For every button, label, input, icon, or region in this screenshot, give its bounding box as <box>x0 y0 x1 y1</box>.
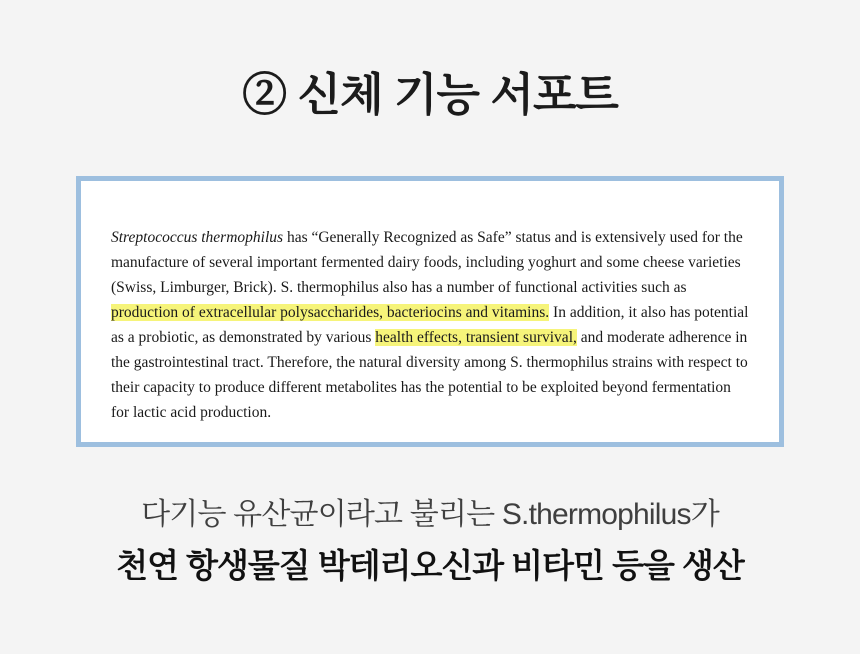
highlighted-phrase-2: health effects, transient survival, <box>375 328 577 346</box>
page-title: ② 신체 기능 서포트 <box>242 69 618 120</box>
subtitle-line-2: 천연 항생물질 박테리오신과 비타민 등을 생산 <box>116 547 744 584</box>
quote-paragraph <box>111 225 749 426</box>
species-name: Streptococcus thermophilus <box>111 228 284 246</box>
subtitle-line-1: 다기능 유산균이라고 불리는 S.thermophilus가 <box>141 498 719 531</box>
quote-segment-2: In addition, it also has potential as a probiotic, as demonstrated by various <box>111 303 749 346</box>
quote-box-inner <box>81 181 779 425</box>
highlighted-phrase-1: production of extracellular polysaccharides, bacteriocins and vitamins. <box>111 303 550 321</box>
quote-segment-3: and moderate adherence in the gastrointestinal tract. Therefore, the natural diversity among S. thermophilus strains with respect to their capacity to produce different metabolites has the potential to be exploited beyond fermentation for lactic acid production. <box>111 328 748 422</box>
quote-box <box>76 176 784 447</box>
quote-segment-1: has “Generally Recognized as Safe” status and is extensively used for the manufacture of several important fermented dairy foods, including yoghurt and some cheese varieties (Swiss, Limburger, Brick). S. thermophilus also has a number of functional activities such as <box>111 228 743 296</box>
